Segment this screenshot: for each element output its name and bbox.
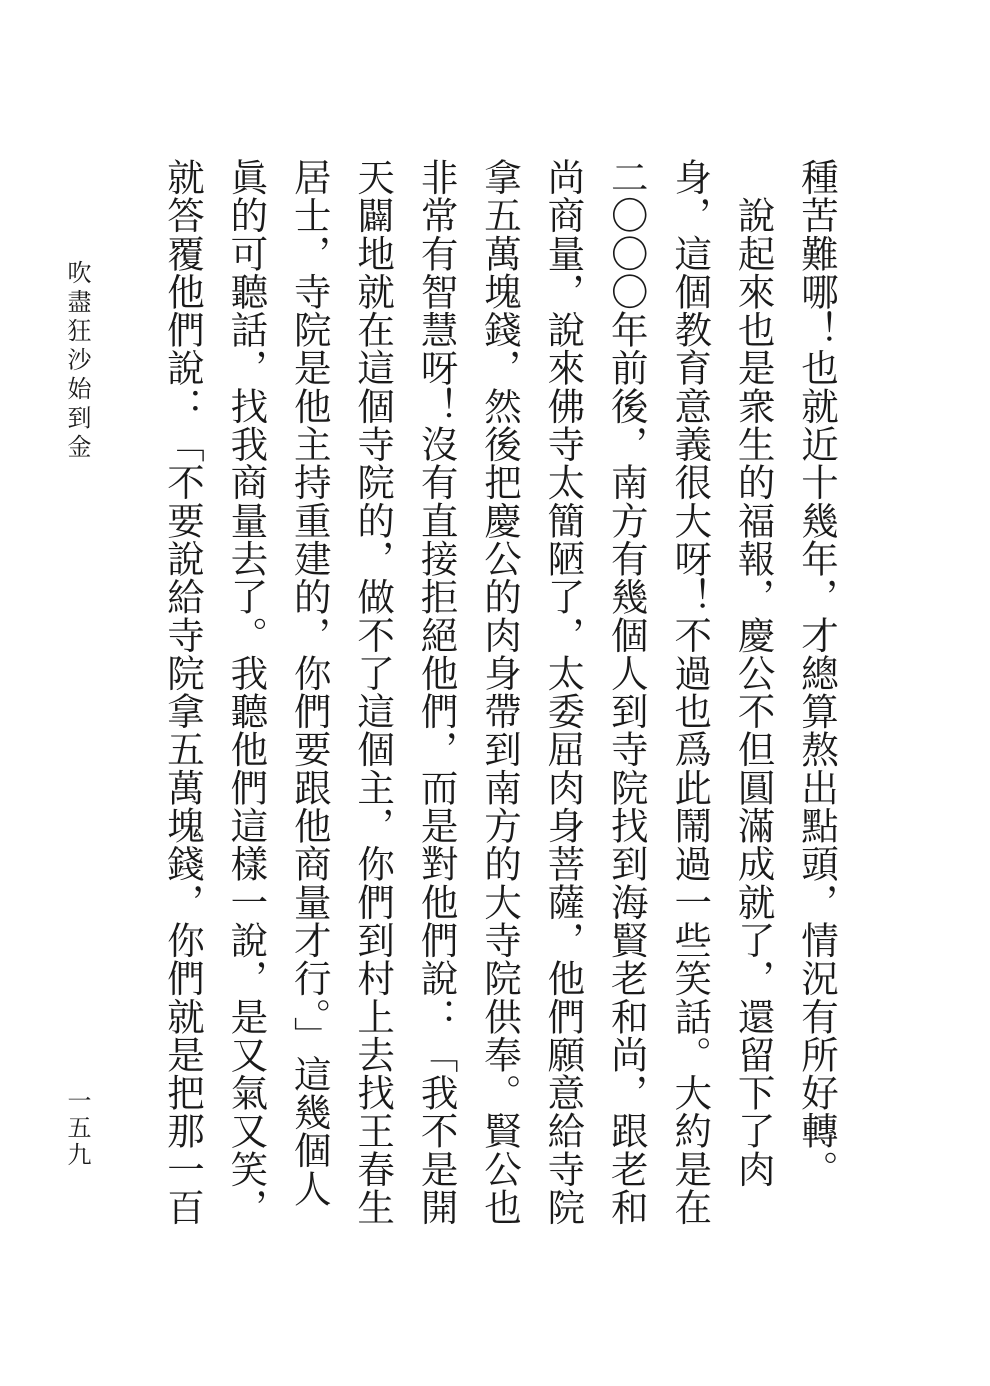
text-column: 身，這個教育意義很大呀！不過也爲此鬧過一些笑話。大約是在 (668, 158, 713, 1227)
text-column: 拿五萬塊錢，然後把慶公的肉身帶到南方的大寺院供奉。賢公也 (477, 158, 522, 1227)
text-column: 天闢地就在這個寺院的，做不了這個主，你們到村上去找王春生 (351, 158, 396, 1227)
page-number: 一五九 (63, 1088, 91, 1169)
text-column: 非常有智慧呀！沒有直接拒絕他們，而是對他們說：「我不是開 (414, 158, 459, 1227)
text-column: 眞的可聽話，找我商量去了。我聽他們這樣一說，是又氣又笑， (224, 158, 269, 1227)
body-text (151, 158, 848, 1288)
running-title: 吹盡狂沙始到金 (63, 260, 91, 463)
text-column: 二〇〇〇年前後，南方有幾個人到寺院找到海賢老和尚，跟老和 (604, 158, 649, 1227)
text-column: 說起來也是衆生的福報，慶公不但圓滿成就了，還留下了肉 (731, 158, 776, 1189)
text-column: 就答覆他們說：「不要說給寺院拿五萬塊錢，你們就是把那一百 (160, 158, 205, 1227)
text-column: 種苦難哪！也就近十幾年，才總算熬出點頭，情況有所好轉。 (795, 158, 839, 1189)
text-column: 居士，寺院是他主持重建的，你們要跟他商量才行。」這幾個人 (287, 158, 332, 1208)
text-column: 尚商量，說來佛寺太簡陋了，太委屈肉身菩薩，他們願意給寺院 (541, 158, 586, 1227)
